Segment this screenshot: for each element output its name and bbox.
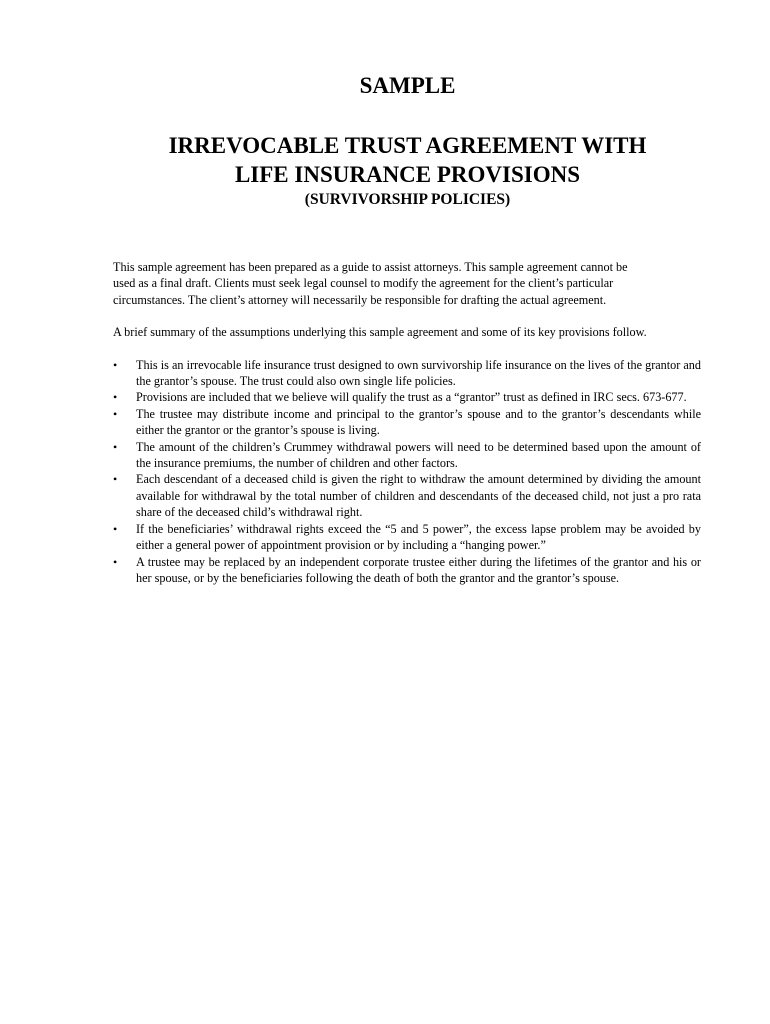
- bullet-icon: •: [113, 357, 118, 372]
- bullet-icon: •: [113, 472, 118, 487]
- summary-paragraph: A brief summary of the assumptions underlying this sample agreement and some of its key provisions follow.: [113, 325, 647, 340]
- list-item: [113, 521, 701, 554]
- intro-line: circumstances. The client’s attorney will necessarily be responsible for drafting the actual agreement.: [113, 292, 607, 307]
- bullet-icon: •: [113, 390, 118, 405]
- list-item-text: Provisions are included that we believe will qualify the trust as a “grantor” trust as defined in IRC secs. 673-677.: [136, 390, 687, 405]
- document-title: [0, 131, 770, 210]
- list-item: [113, 357, 701, 390]
- list-item: [113, 554, 701, 587]
- document-body: [113, 259, 701, 586]
- list-item-text: If the beneficiaries’ withdrawal rights exceed the “5 and 5 power”, the excess lapse problem may be avoided by either a general power of appointment provision or by including a “hanging power.”: [136, 521, 701, 553]
- bullet-icon: •: [113, 406, 118, 421]
- bullet-icon: •: [113, 439, 118, 454]
- list-item-text: A trustee may be replaced by an independent corporate trustee either during the lifetimes of the grantor and his or her spouse, or by the beneficiaries following the death of both the grantor and the grantor’s spouse.: [136, 554, 701, 585]
- bullet-icon: •: [113, 521, 118, 536]
- list-item-text: The amount of the children’s Crummey withdrawal powers will need to be determined based upon the amount of the insurance premiums, the number of children and other factors.: [136, 439, 701, 471]
- list-item-text: This is an irrevocable life insurance trust designed to own survivorship life insurance on the lives of the grantor and the grantor’s spouse. The trust could also own single life policies.: [136, 357, 701, 389]
- list-item: [113, 389, 701, 405]
- list-item-text: The trustee may distribute income and principal to the grantor’s spouse and to the grantor’s descendants while either the grantor or the grantor’s spouse is living.: [136, 406, 701, 438]
- intro-line: This sample agreement has been prepared as a guide to assist attorneys. This sample agreement cannot be: [113, 260, 628, 274]
- list-item: [113, 471, 701, 520]
- bullet-icon: •: [113, 554, 118, 569]
- list-item: [113, 406, 701, 439]
- title-line: LIFE INSURANCE PROVISIONS: [234, 162, 581, 187]
- document-subtitle: (SURVIVORSHIP POLICIES): [304, 191, 511, 208]
- title-line: IRREVOCABLE TRUST AGREEMENT WITH: [168, 133, 647, 158]
- intro-line: used as a final draft. Clients must seek legal counsel to modify the agreement for the client’s particular: [113, 276, 614, 291]
- list-item: [113, 439, 701, 472]
- intro-paragraph: [113, 259, 701, 308]
- list-item-text: Each descendant of a deceased child is given the right to withdraw the amount determined by dividing the amount available for withdrawal by the total number of children and descendants of the deceased child, not just a pro rata share of the deceased child’s withdrawal right.: [136, 472, 701, 520]
- provisions-list: [113, 357, 701, 587]
- document-heading: SAMPLE: [359, 73, 456, 98]
